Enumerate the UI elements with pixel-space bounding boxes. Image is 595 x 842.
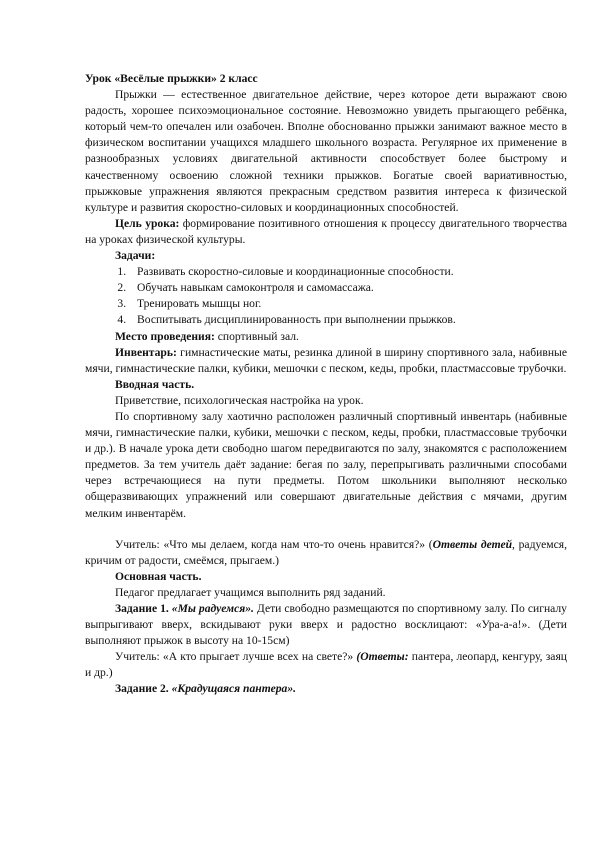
intro-paragraph: Прыжки — естественное двигательное действие, через которое дети выражают свою радость, хорошее психоэмоциональное состояние. Невозможно увидеть прыгающего ребёнка, который чем-то опечален или озабочен. Вполне обоснованно прыжки занимают важное место в физическом воспитании учащихся младшего школьного возраста. Регулярное их применение в разнообразных условиях двигательной активности способствует более быстрому и качественному освоению сложной техники прыжков. Богатые своей вариативностью, прыжковые упражнения являются прекрасным средством развития интереса к физической культуре и развития скоростно-силовых и координационных способностей. xyxy=(85,88,567,214)
intro-part-heading: Вводная часть. xyxy=(115,377,195,391)
teacher-label: Учитель: xyxy=(115,650,160,664)
task-2-label: Задание 2. xyxy=(115,682,169,696)
greeting-paragraph: Приветствие, психологическая настройка на урок. xyxy=(115,393,364,407)
place-label: Место проведения: xyxy=(115,329,215,343)
answers-label: (Ответы: xyxy=(356,650,409,664)
main-part-heading: Основная часть. xyxy=(115,569,202,583)
goal-paragraph xyxy=(85,216,567,248)
main-part-intro: Педагог предлагает учащимся выполнить ряд заданий. xyxy=(115,585,386,599)
teacher-label: Учитель: xyxy=(115,537,160,551)
teacher-question-2: Учитель: «А кто прыгает лучше всех на свете?» (Ответы: пантера, леопард, кенгуру, заяц и др.) xyxy=(85,650,567,680)
tasks-list xyxy=(85,264,567,328)
answers-label: Ответы детей xyxy=(432,537,513,551)
teacher-question-1: Учитель: «Что мы делаем, когда нам что-то очень нравится?» (Ответы детей, радуемся, кричим от радости, смеёмся, прыгаем.) xyxy=(85,537,567,567)
task-1-paragraph: Задание 1. «Мы радуемся». Дети свободно размещаются по спортивному залу. По сигналу выпрыгивают вверх, вскидывают руки вверх и радостно восклицают: «Ура-а-а!». (Дети выполняют прыжок в высоту на 10-15см) xyxy=(85,602,567,648)
task-2-name: «Крадущаяся пантера». xyxy=(168,682,297,696)
place-text: спортивный зал. xyxy=(214,329,299,343)
intro-part-paragraph: По спортивному залу хаотично расположен различный спортивный инвентарь (набивные мячи, гимнастические палки, кубики, мешочки с песком, кеды, пробки, пластмассовые трубочки и др.). В начале урока дети свободно шагом передвигаются по залу, знакомятся с расположением предметов. За тем учитель даёт задание: бегая по залу, перепрыгивать различными способами через встречающиеся на пути предметы. Потом школьники выполняют несколько общеразвивающих упражнений или совершают двигательные действия с мячами, другим мелким инвентарём. xyxy=(85,409,567,520)
inventory-label: Инвентарь: xyxy=(115,345,177,359)
list-item: 2. Обучать навыкам самоконтроля и самомассажа. xyxy=(129,280,567,296)
list-item: 4. Воспитывать дисциплинированность при выполнении прыжков. xyxy=(129,312,567,328)
task-1-name: «Мы радуемся». xyxy=(168,602,254,615)
inventory-paragraph xyxy=(85,345,567,377)
task-2-paragraph xyxy=(85,681,567,697)
place-paragraph xyxy=(85,329,567,345)
list-item: 1. Развивать скоростно-силовые и координационные способности. xyxy=(129,264,567,280)
list-item: 3. Тренировать мышцы ног. xyxy=(129,296,567,312)
inventory-text: гимнастические маты, резинка длиной в ширину спортивного зала, набивные мячи, гимнастические палки, кубики, мешочки с песком, кеды, пробки, пластмассовые трубочки. xyxy=(85,345,567,375)
tasks-label: Задачи: xyxy=(115,249,156,263)
task-1-label: Задание 1. xyxy=(115,602,169,615)
goal-label: Цель урока: xyxy=(115,216,180,230)
lesson-title: Урок «Весёлые прыжки» 2 класс xyxy=(85,72,258,85)
goal-text: формирование позитивного отношения к процессу двигательного творчества на уроках физической культуры. xyxy=(85,216,567,246)
